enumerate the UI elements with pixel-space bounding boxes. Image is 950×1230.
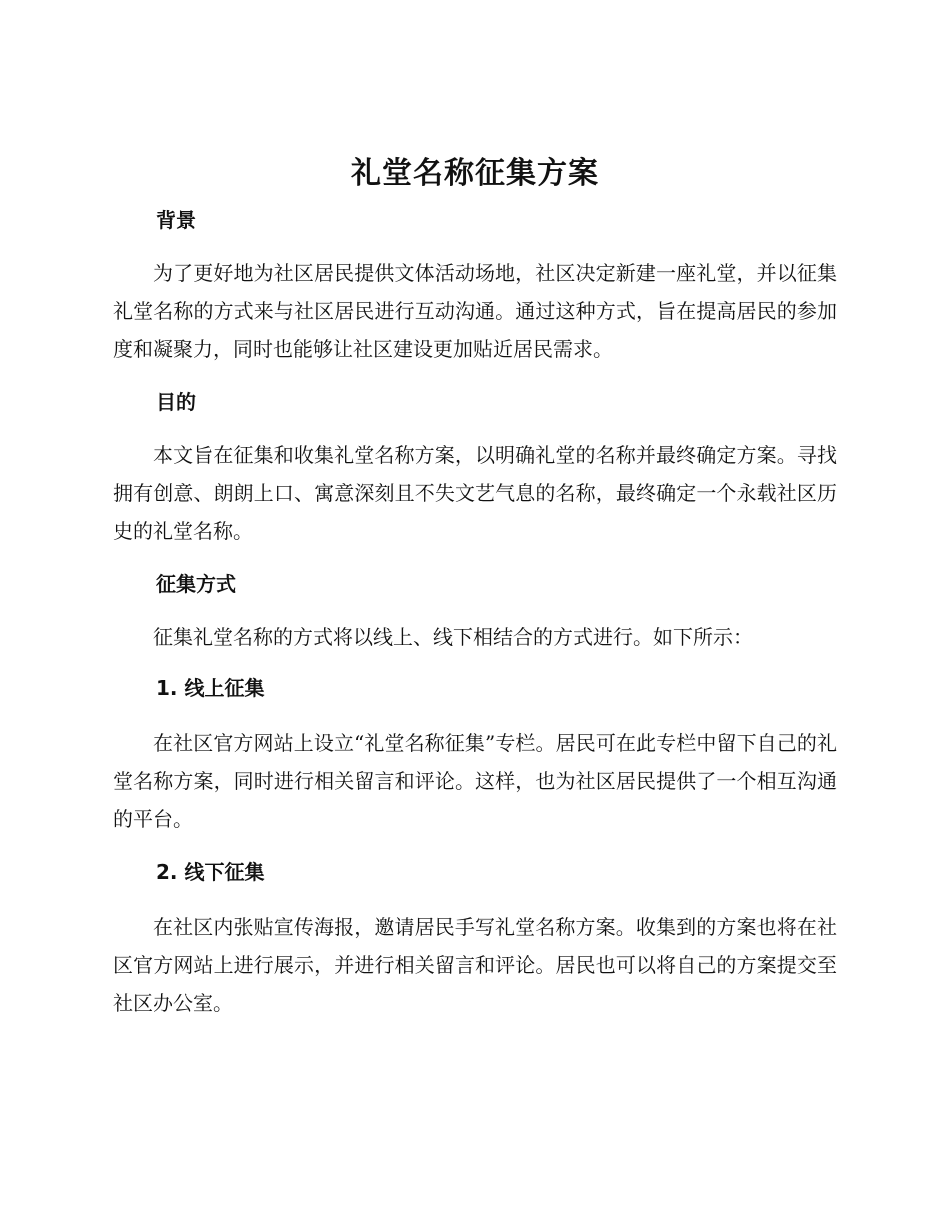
document-title: 礼堂名称征集方案 bbox=[351, 156, 599, 191]
section-heading-background: 背景 bbox=[156, 208, 196, 232]
section-body-offline: 在社区内张贴宣传海报，邀请居民手写礼堂名称方案。收集到的方案也将在社区官方网站上进行展示，并进行相关留言和评论。居民也可以将自己的方案提交至社区办公室。 bbox=[113, 915, 837, 1015]
section-body-method: 征集礼堂名称的方式将以线上、线下相结合的方式进行。如下所示： bbox=[153, 625, 753, 649]
section-heading-purpose: 目的 bbox=[156, 390, 196, 414]
section-body-purpose: 本文旨在征集和收集礼堂名称方案，以明确礼堂的名称并最终确定方案。寻找拥有创意、朗朗上口、寓意深刻且不失文艺气息的名称，最终确定一个永载社区历史的礼堂名称。 bbox=[113, 443, 837, 543]
section-heading-offline: 2. 线下征集 bbox=[156, 860, 265, 884]
section-body-background: 为了更好地为社区居民提供文体活动场地，社区决定新建一座礼堂，并以征集礼堂名称的方式来与社区居民进行互动沟通。通过这种方式，旨在提高居民的参加度和凝聚力，同时也能够让社区建设更加贴近居民需求。 bbox=[113, 261, 837, 361]
section-body-online: 在社区官方网站上设立“礼堂名称征集”专栏。居民可在此专栏中留下自己的礼堂名称方案，同时进行相关留言和评论。这样，也为社区居民提供了一个相互沟通的平台。 bbox=[113, 731, 837, 831]
section-heading-method: 征集方式 bbox=[156, 572, 236, 596]
section-heading-online: 1. 线上征集 bbox=[156, 676, 265, 700]
